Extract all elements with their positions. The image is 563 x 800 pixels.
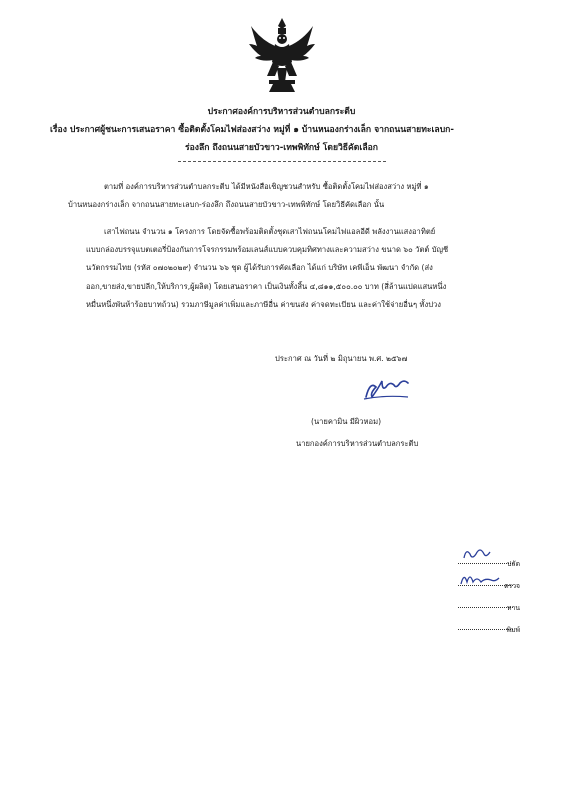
stamp-line (458, 607, 513, 608)
announcement-date: ประกาศ ณ วันที่ ๒ มิถุนายน พ.ศ. ๒๕๖๗ (275, 354, 408, 363)
signer-name: (นายคามิน มีผิวหอม) (311, 417, 382, 426)
paragraph-line: เสาไฟถนน จำนวน ๑ โครงการ โดยจัดซื้อพร้อมติดตั้งชุดเสาไฟถนนโคมไฟแอลอีดี พลังงานแสงอาทิตย์ (104, 227, 436, 236)
paragraph-line: ออก,ขายส่ง,ขายปลีก,ให้บริการ,ผู้ผลิต) โดยเสนอราคา เป็นเงินทั้งสิ้น ๔,๘๑๑,๕๐๐.๐๐ บาท (สี่ล้านแปดแสนหนึ่ง (86, 281, 447, 291)
subject-continuation: ร่องลึก ถึงถนนสายบัวขาว-เทพพิทักษ์ โดยวิธีคัดเลือก (185, 143, 378, 153)
paragraph-line: แบบกล่องบรรจุแบตเตอรี่ป้องกันการโจรกรรมพร้อมเลนส์แบบควบคุมทิศทางและความสว่าง ขนาด ๖๐ วัตต์ บัญชี (86, 245, 449, 255)
subject-line: เรื่อง ประกาศผู้ชนะการเสนอราคา ซื้อติดตั้งโคมไฟส่องสว่าง หมู่ที่ ๑ บ้านหนองกร่างเล็ก จากถนนสายทะเลบก- (50, 125, 454, 135)
stamp-row-label: ปลัด (507, 560, 520, 568)
stamp-row-label: ทาน (507, 604, 520, 612)
garuda-emblem-icon (247, 14, 317, 94)
stamp-row-label: ตรวจ (504, 582, 520, 590)
paragraph-line: นวัตกรรมไทย (รหัส ๐๗๐๒๐๒๙) จำนวน ๖๖ ชุด ผู้ได้รับการคัดเลือก ได้แก่ บริษัท เคพีเอ็น พัฒนา จำกัด (ส่ง (86, 263, 433, 273)
paragraph-line: บ้านหนองกร่างเล็ก จากถนนสายทะเลบก-ร่องลึก ถึงถนนสายบัวขาว-เทพพิทักษ์ โดยวิธีคัดเลือก นั้น (68, 200, 385, 210)
paragraph-line: หมื่นหนึ่งพันห้าร้อยบาทถ้วน) รวมภาษีมูลค่าเพิ่มและภาษีอื่น ค่าขนส่ง ค่าจดทะเบียน และค่าใช้จ่ายอื่นๆ ทั้งปวง (86, 299, 441, 309)
stamp-line (458, 629, 513, 630)
stamp-row-label: พิมพ์ (506, 626, 520, 634)
initial-mark-icon (460, 546, 500, 562)
paragraph-line: ตามที่ องค์การบริหารส่วนตำบลกระตีบ ได้มีหนังสือเชิญชวนสำหรับ ซื้อติดตั้งโคมไฟส่องสว่าง หมู่ที่ ๑ (104, 182, 429, 191)
approval-stamp (450, 552, 540, 642)
divider (178, 161, 386, 162)
stamp-line (458, 563, 513, 564)
paragraph-intro (68, 178, 526, 214)
announcer-heading: ประกาศองค์การบริหารส่วนตำบลกระตีบ (207, 107, 356, 117)
signer-title: นายกองค์การบริหารส่วนตำบลกระตีบ (296, 439, 419, 448)
signature-icon (360, 375, 420, 403)
paragraph-award (86, 223, 526, 314)
